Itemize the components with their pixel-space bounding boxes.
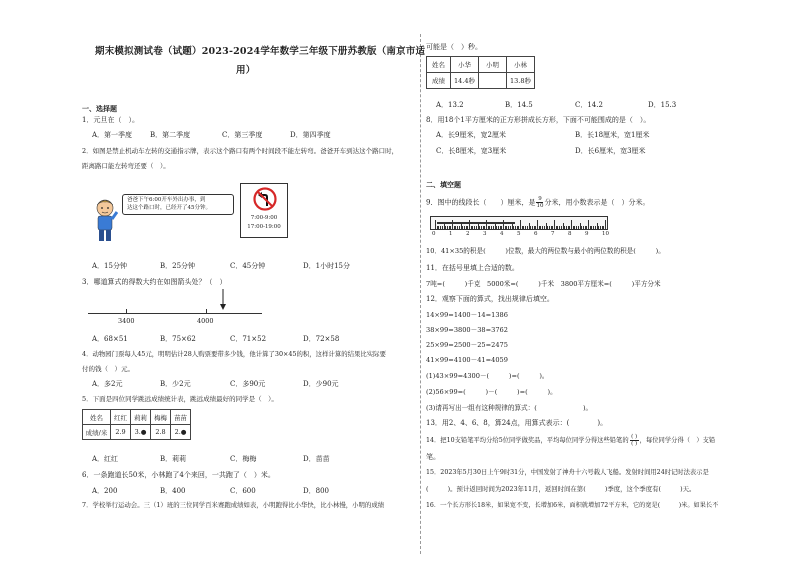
number-line-label-4000: 4000 [197,317,214,325]
sign-time-2: 17:00-19:00 [247,224,281,230]
q5-option-d: D．苗苗 [303,455,330,463]
q6-stem: 6．一条跑道长50米，小林跑了4个来回，一共跑了（ ）米。 [82,471,275,479]
q1-option-d: D．第四季度 [290,131,331,139]
q5-score-table [82,409,191,440]
table-header-cell: 红红 [111,410,131,425]
page-title-line1: 期末模拟测试卷（试题）2023-2024学年数学三年级下册苏教版（南京市适 [95,46,426,57]
q12-stem: 12．观察下面的算式，找出规律后填空。 [426,295,554,303]
number-line-tick [126,309,127,314]
sign-time-1: 7:00-9:00 [250,215,278,221]
q7-option-c: C．14.2 [575,101,603,109]
q5-option-c: C．梅梅 [230,455,257,463]
ruler-label: 7 [551,231,555,237]
measured-segment [437,222,515,224]
q6-option-d: D．800 [303,487,329,495]
ruler-label: 2 [466,231,470,237]
q3-option-d: D．72×58 [303,335,340,343]
q1-stem: 1．元旦在（ ）。 [82,116,139,124]
q4-stem: 4．动物园门票每人45元，明明估计28人购票要带多少钱，他计算了30×45的积，这样计算的结果比实际要 [82,350,386,358]
q15-line-1: 15．2023年5月30日上午9时31分，中国发射了神舟十六号载人飞船。发射时间用24时记时法表示是 [426,469,709,476]
q12-blank-2: (2)56×99=( )－( )=( )。 [426,388,557,396]
fraction-blank: ( ) ( ) [631,434,638,447]
q12-example-1: 14×99=1400－14=1386 [426,311,508,319]
ruler-tick [605,220,606,229]
ruler-label: 1 [449,231,453,237]
q2-option-b: B．25分钟 [160,262,196,270]
table-row [83,410,191,425]
ruler-label: 9 [585,231,589,237]
fraction [536,196,543,209]
q14-stem-post: ，每位同学分得（ ）支铅 [639,437,716,444]
number-line-tick [206,309,207,314]
table-header-cell: 莉莉 [131,410,151,425]
traffic-sign-board [240,183,288,238]
q7-option-b: B．14.5 [505,101,533,109]
table-header-cell: 小林 [507,57,535,73]
kid-figure-illustration [92,198,118,244]
table-header-cell: 姓名 [83,410,111,425]
ruler-label: 5 [517,231,521,237]
q12-example-2: 38×99=3800－38=3762 [426,326,508,334]
ruler-label: 6 [534,231,538,237]
q2-stem-2: 距离路口能左转弯还要（ ）。 [82,162,170,170]
table-cell: 成绩/米 [83,425,111,440]
q14-stem-2: 笔。 [426,453,440,461]
q9-stem-post: 分米，用小数表示是（ ）分米。 [544,198,650,207]
q11-stem: 11．在括号里填上合适的数。 [426,264,519,272]
q4-option-d: D．少90元 [303,380,339,388]
q5-option-b: B．莉莉 [160,455,187,463]
down-arrow-icon [219,289,227,311]
q6-option-a: A．200 [92,487,118,495]
q3-option-a: A．68×51 [92,335,128,343]
ruler-label: 10 [602,231,609,237]
q8-option-d: D．长6厘米，宽3厘米 [575,147,646,155]
fraction-denominator: 10 [536,203,544,209]
q1-option-a: A．第一季度 [92,131,133,139]
q10-stem: 10．41×35的积是( )位数，最大的两位数与最小的两位数的积是( )。 [426,247,665,255]
q13-stem: 13．用2、4、6、8，算24点，用算式表示：( )。 [426,419,608,427]
table-header-cell: 姓名 [427,57,451,73]
ruler-label: 4 [500,231,504,237]
table-cell: 2.● [171,425,191,440]
column-divider [420,34,421,554]
table-row [83,425,191,440]
q6-option-b: B．400 [160,487,186,495]
table-header-cell: 苗苗 [171,410,191,425]
q14-stem [426,434,715,447]
q16-stem: 16．一个长方形长18米，如果宽不变，长增加6米，面积就增加72平方米，它的宽是( )米。如果长不 [426,502,719,509]
q1-option-c: C．第三季度 [222,131,263,139]
number-line [88,313,262,314]
section-heading-fill: 二、填空题 [426,180,461,189]
q4-stem-2: 付的钱（ ）元。 [82,365,134,373]
q12-example-3: 25×99=2500－25=2475 [426,341,508,349]
q2-stem: 2．如图是禁止机动车左转的交通指示牌，表示这个路口有两个时间段不能左转弯。爸爸开车到达这个路口时， [82,147,399,155]
table-header-cell: 梅梅 [151,410,171,425]
speech-bubble-line1: 爸爸下午6:00开车外出办事，到 [127,197,206,203]
q9-stem [426,196,649,209]
q15-line-2: ( )。预计返回时间为2023年11月，返回时间在第( )季度，这个季度有( )天。 [426,485,696,493]
q8-option-a: A．长9厘米，宽2厘米 [436,131,506,139]
q2-option-a: A．15分钟 [92,262,127,270]
q7-option-d: D．15.3 [648,101,677,109]
table-cell: 2.9 [111,425,131,440]
no-left-turn-icon [253,187,277,211]
table-cell: 2.8 [151,425,171,440]
speech-bubble [122,194,234,215]
q8-option-c: C．长8厘米，宽3厘米 [436,147,507,155]
q6-option-c: C．600 [230,487,256,495]
table-cell: 14.4秒 [451,73,479,89]
q8-option-b: B．长18厘米，宽1厘米 [575,131,650,139]
table-cell: 成绩 [427,73,451,89]
table-cell [479,73,507,89]
q5-option-a: A．红红 [92,455,119,463]
table-cell: 13.8秒 [507,73,535,89]
q4-option-b: B．少2元 [160,380,191,388]
q12-example-4: 41×99=4100－41=4059 [426,356,508,364]
q12-blank-3: (3)请再写出一组有这种规律的算式：( )。 [426,404,593,412]
q5-stem: 5．下面是四位同学跳远成绩统计表，跳远成绩最好的同学是（ ）。 [82,395,278,403]
q9-stem-pre: 9．图中的线段长（ ）厘米，是 [426,198,536,207]
q14-stem-pre: 14．把10支铅笔平均分给5位同学做奖品，平均每位同学分得这些铅笔的 [426,437,629,444]
q7-time-table [426,56,535,89]
ruler-label: 8 [568,231,572,237]
table-row [427,73,535,89]
q7-stem-2: 可能是（ ）秒。 [426,43,482,51]
section-heading-choice: 一、选择题 [82,104,117,113]
table-row [427,57,535,73]
q3-stem: 3．哪道算式的得数大约在如图箭头处？（ ） [82,278,227,286]
q11-line: 7吨=( )千克 5000米=( )千米 3800平方厘米=( )平方分米 [426,280,661,288]
q4-option-c: C．多90元 [230,380,266,388]
q3-option-b: B．75×62 [160,335,196,343]
q12-blank-1: (1)43×99=4300－( )=( )。 [426,372,549,380]
q1-option-b: B．第二季度 [150,131,191,139]
page-title-line2: 用） [236,65,256,76]
q2-option-c: C．45分钟 [230,262,266,270]
table-header-cell: 小明 [479,57,507,73]
number-line-label-3400: 3400 [118,317,135,325]
q3-option-c: C．71×52 [230,335,267,343]
q2-option-d: D．1小时15分 [303,262,350,270]
table-header-cell: 小华 [451,57,479,73]
ruler-label: 3 [483,231,487,237]
speech-bubble-line2: 达这个路口时，已经开了45分钟。 [127,204,211,211]
fraction-numerator: 9 [538,196,542,202]
q7-stem: 7．学校举行运动会。三（1）班的三位同学百米赛跑成绩如表，小明跑得比小华快，比小林慢，小明的成绩 [82,501,385,509]
q4-option-a: A．多2元 [92,380,123,388]
q7-option-a: A．13.2 [436,101,464,109]
q8-stem: 8．用18个1平方厘米的正方形拼成长方形，下面不可能围成的是（ ）。 [426,116,651,124]
table-cell: 3.● [131,425,151,440]
ruler-label: 0 [432,231,436,237]
